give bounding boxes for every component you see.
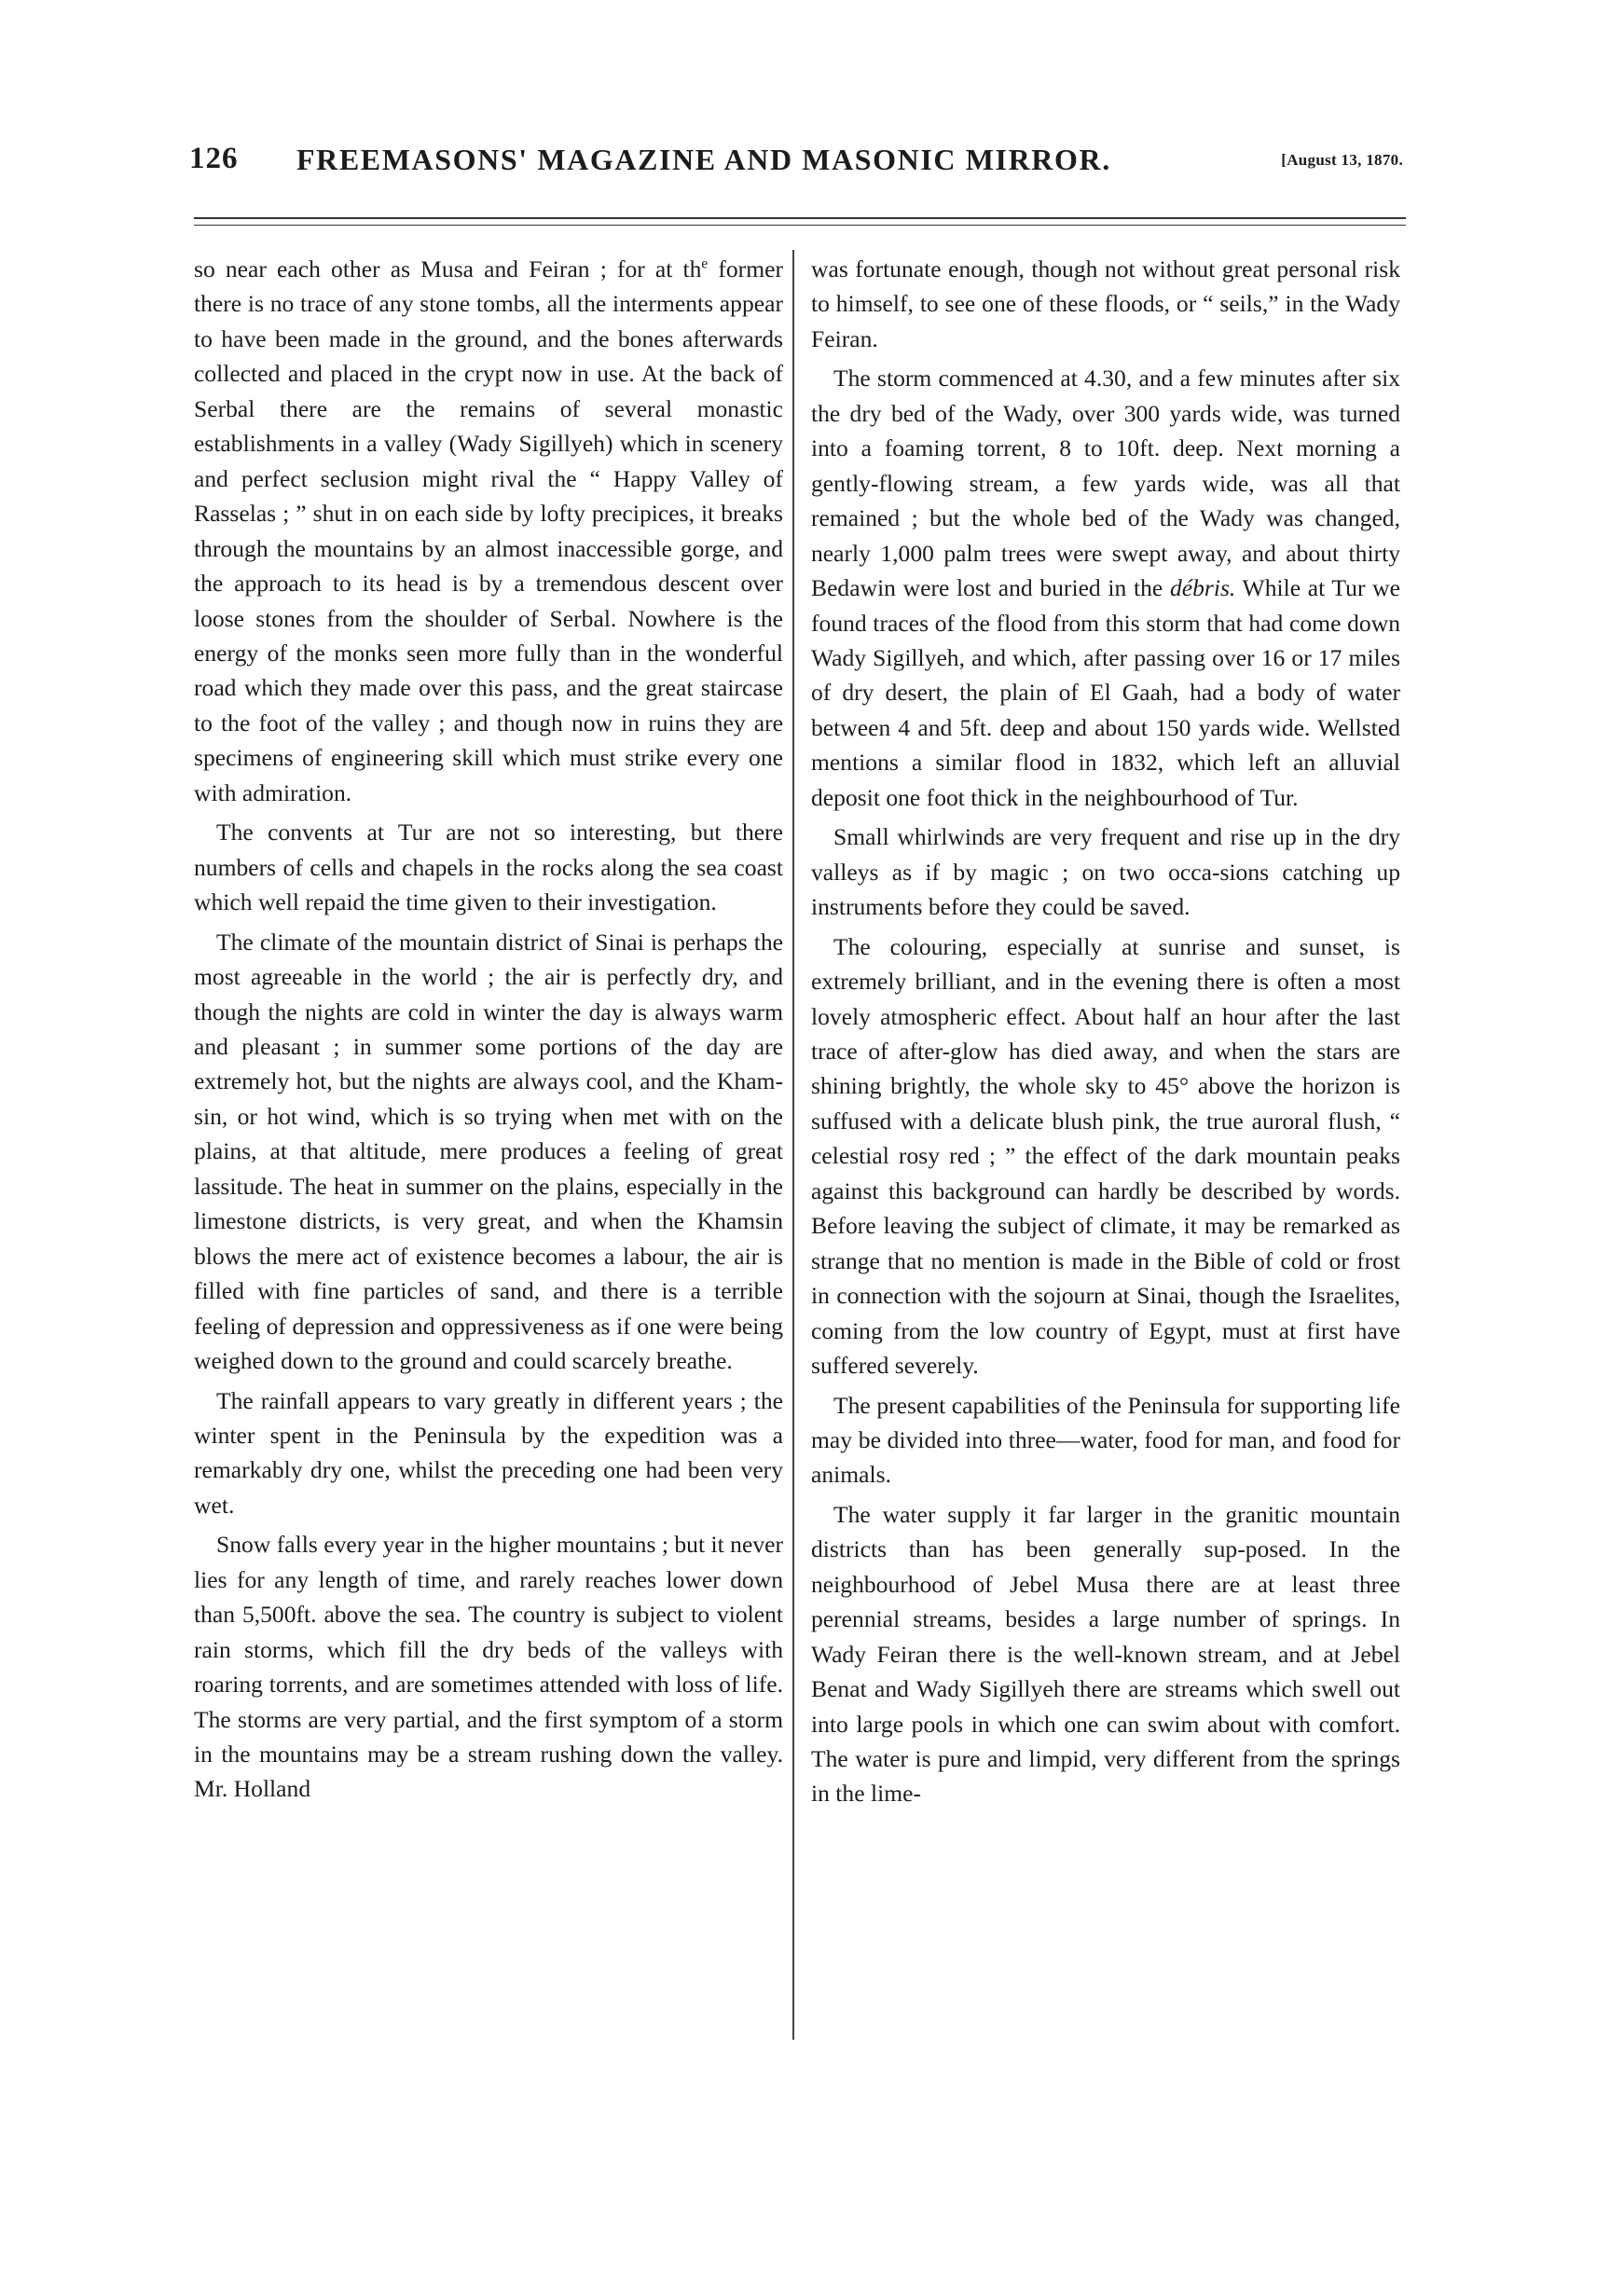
issue-date: [August 13, 1870.	[1281, 151, 1403, 169]
paragraph-text: so near each other as Musa and Feiran ; for at th	[194, 255, 702, 282]
superscript-text: e	[701, 255, 709, 272]
page-header	[189, 142, 1411, 188]
running-title: FREEMASONS' MAGAZINE AND MASONIC MIRROR.	[296, 143, 1111, 176]
left-column	[194, 252, 783, 1807]
paragraph: The colouring, especially at sunrise and sunset, is extremely brilliant, and in the evening there is often a most lovely atmospheric effect. About half an hour after the last trace of after-glow has died away, and when the stars are shining brightly, the whole sky to 45° above the horizon is suffused with a delicate blush pink, the true auroral flush, “ celestial rosy red ; ” the effect of the dark mountain peaks against this background can hardly be described by words. Before leaving the subject of climate, it may be remarked as strange that no mention is made in the Bible of cold or frost in connection with the sojourn at Sinai, though the Israelites, coming from the low country of Egypt, must at first have suffered severely.	[811, 932, 1400, 1380]
paragraph: The climate of the mountain district of Sinai is perhaps the most agreeable in the world ; the air is perfectly dry, and though the nights are cold in winter the day is always warm and pleasant ; in summer some portions of the day are extremely hot, but the nights are always cool, and the Kham-sin, or hot wind, which is so trying when met with on the plains, at that altitude, mere produces a feeling of great lassitude. The heat in summer on the plains, especially in the limestone districts, is very great, and when the Khamsin blows the mere act of existence becomes a labour, the air is filled with fine particles of sand, and there is a terrible feeling of depression and oppressiveness as if one were being weighed down to the ground and could scarcely breathe.	[194, 928, 783, 1375]
header-rule-thin	[194, 225, 1406, 226]
paragraph	[811, 361, 1400, 815]
paragraph: was fortunate enough, though not without great personal risk to himself, to see one of these floods, or “ seils,” in the Wady Feiran.	[811, 255, 1400, 352]
italic-text: débris.	[1169, 574, 1236, 602]
paragraph: Small whirlwinds are very frequent and rise up in the dry valleys as if by magic ; on two occa-sions catching up instruments before they could be saved.	[811, 823, 1400, 921]
paragraph-text: former there is no trace of any stone tombs, all the interments appear to have been made in the ground, and the bones afterwards collected and placed in the crypt now in use. At the back of Serbal there are the remains of several monastic establishments in a valley (Wady Sigillyeh) which in scenery and perfect seclusion might rival the “ Happy Valley of Rasselas ; ” shut in on each side by lofty precipices, it breaks through the mountains by an almost inaccessible gorge, and the approach to its head is by a tremendous descent over loose stones from the shoulder of Serbal. Nowhere is the energy of the monks seen more fully than in the wonderful road which they made over this pass, and the great staircase to the foot of the valley ; and though now in ruins they are specimens of engineering skill which must strike every one with admiration.	[194, 255, 783, 806]
paragraph-text: While at Tur we found traces of the flood from this storm that had come down Wady Sigillyeh, and which, after passing over 16 or 17 miles of dry desert, the plain of El Gaah, had a body of water between 4 and 5ft. deep and about 150 yards wide. Wellsted mentions a similar flood in 1832, which left an alluvial deposit one foot thick in the neighbourhood of Tur.	[811, 574, 1401, 811]
paragraph: The convents at Tur are not so interesting, but there numbers of cells and chapels in the rocks along the sea coast which well repaid the time given to their investigation.	[194, 819, 783, 916]
paragraph: The rainfall appears to vary greatly in different years ; the winter spent in the Peninsula by the expedition was a remarkably dry one, whilst the preceding one had been very wet.	[194, 1386, 783, 1519]
paragraph: Snow falls every year in the higher mountains ; but it never lies for any length of time, and rarely reaches lower down than 5,500ft. above the sea. The country is subject to violent rain storms, which fill the dry beds of the valleys with roaring torrents, and are sometimes attended with loss of life. The storms are very partial, and the first symptom of a storm in the mountains may be a stream rushing down the valley. Mr. Holland	[194, 1531, 783, 1803]
paragraph: The present capabilities of the Peninsula for supporting life may be divided into three—water, food for man, and food for animals.	[811, 1391, 1400, 1489]
header-rule	[194, 217, 1406, 219]
paragraph: The water supply it far larger in the granitic mountain districts than has been generally sup-posed. In the neighbourhood of Jebel Musa there are at least three perennial streams, besides a large number of springs. In Wady Feiran there is the well-known stream, and at Jebel Benat and Wady Sigillyeh there are streams which swell out into large pools in which one can swim about with comfort. The water is pure and limpid, very different from the springs in the lime-	[811, 1500, 1400, 1808]
paragraph	[194, 252, 783, 810]
right-column	[811, 252, 1400, 1811]
page-number: 126	[189, 142, 239, 175]
column-divider	[792, 250, 794, 2040]
paragraph-text: The storm commenced at 4.30, and a few minutes after six the dry bed of the Wady, over 300 yards wide, was turned into a foaming torrent, 8 to 10ft. deep. Next morning a gently-flowing stream, a few yards wide, was all that remained ; but the whole bed of the Wady was changed, nearly 1,000 palm trees were swept away, and about thirty Bedawin were lost and buried in the	[811, 365, 1400, 602]
